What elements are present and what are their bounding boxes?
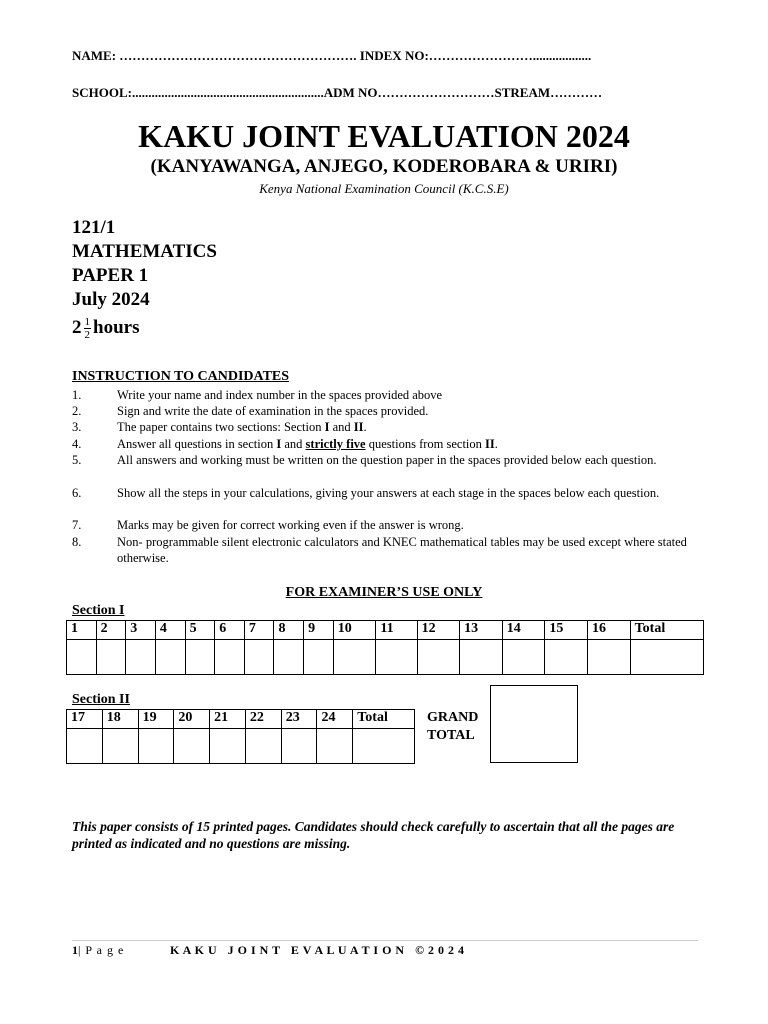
section-1-score-cell[interactable] [215,640,245,675]
section-1-header-cell: 6 [215,621,245,640]
section-2-header-cell: 24 [317,710,353,729]
footer-title: K A K U J O I N T E V A L U A T I O N © 2 0 2 4 [170,943,465,957]
section-2-score-cell[interactable] [102,729,138,764]
section-2-table [66,709,415,764]
section-1-score-row [67,640,704,675]
section-1-score-cell[interactable] [126,640,156,675]
section-2-header-cell: 22 [245,710,281,729]
council-line: Kenya National Examination Council (K.C.S.E) [259,181,509,196]
section-2-score-row [67,729,415,764]
section-1-header-cell: Total [630,621,703,640]
section-1-header-cell: 9 [304,621,334,640]
school-adm-stream-field-line[interactable]: SCHOOL:...........................................................ADM NO………………………STREAM………… [72,85,603,100]
section-2-score-cell[interactable] [138,729,174,764]
section-1-score-cell[interactable] [588,640,631,675]
footer-divider [72,940,698,941]
section-1-score-cell[interactable] [155,640,185,675]
section-1-score-cell[interactable] [630,640,703,675]
grand-total-label: GRAND TOTAL [427,710,479,743]
section-1-score-cell[interactable] [67,640,97,675]
paper-code: 121/1 [72,217,116,238]
section-2-score-cell[interactable] [245,729,281,764]
section-1-score-cell[interactable] [502,640,545,675]
paper-number: PAPER 1 [72,265,149,286]
section-2-header-cell: 21 [210,710,246,729]
section-1-header-cell: 2 [96,621,126,640]
exam-subtitle: (KANYAWANGA, ANJEGO, KODEROBARA & URIRI) [150,156,618,177]
section-1-header-cell: 4 [155,621,185,640]
duration [72,316,139,341]
section-1-header-cell: 10 [333,621,376,640]
duration-unit: hours [93,317,140,338]
section-1-header-cell: 5 [185,621,215,640]
exam-title: KAKU JOINT EVALUATION 2024 [138,118,630,154]
section-1-score-cell[interactable] [304,640,334,675]
duration-fraction: $\frac{1}{2}$ [84,316,90,342]
section-1-header-cell: 3 [126,621,156,640]
section-1-header-cell: 8 [274,621,304,640]
section-1-score-cell[interactable] [417,640,460,675]
section-2-score-cell[interactable] [317,729,353,764]
section-1-score-cell[interactable] [376,640,417,675]
section-1-header-cell: 1 [67,621,97,640]
grand-total-box[interactable] [490,685,578,763]
section-1-header-cell: 15 [545,621,588,640]
section-1-score-cell[interactable] [96,640,126,675]
section-1-header-cell: 14 [502,621,545,640]
examiner-heading: FOR EXAMINER’S USE ONLY [285,585,483,600]
section-2-header-cell: 20 [174,710,210,729]
section-2-score-cell[interactable] [174,729,210,764]
section-1-table [66,620,704,675]
duration-whole: 2 [72,317,82,338]
section-1-score-cell[interactable] [545,640,588,675]
section-2-header-row [67,710,415,729]
section-2-header-cell: 18 [102,710,138,729]
section-1-header-cell: 16 [588,621,631,640]
section-1-header-row [67,621,704,640]
section-2-score-cell[interactable] [210,729,246,764]
section-1-header-cell: 11 [376,621,417,640]
page-indicator: 1| P a g e [72,943,125,957]
section-2-header-cell: 17 [67,710,103,729]
page-count-notice: This paper consists of 15 printed pages. Candidates should check carefully to ascertain that all the pages are printed as indicated and no questions are missing. [72,819,675,851]
section-2-score-cell[interactable] [67,729,103,764]
section-2-label: Section II [72,692,130,707]
name-index-field-line[interactable]: NAME: ………………………………………………. INDEX NO:…………………….................. [72,48,592,63]
subject-name: MATHEMATICS [72,241,217,262]
section-2-header-cell: 23 [281,710,317,729]
section-1-score-cell[interactable] [460,640,503,675]
section-1-score-cell[interactable] [333,640,376,675]
section-1-label: Section I [72,603,125,618]
section-1-score-cell[interactable] [185,640,215,675]
section-1-header-cell: 12 [417,621,460,640]
exam-date: July 2024 [72,289,150,310]
section-2-header-cell: 19 [138,710,174,729]
instructions-heading: INSTRUCTION TO CANDIDATES [72,369,290,384]
section-2-score-cell[interactable] [353,729,415,764]
section-1-score-cell[interactable] [244,640,274,675]
section-1-header-cell: 7 [244,621,274,640]
section-2-score-cell[interactable] [281,729,317,764]
section-2-header-cell: Total [353,710,415,729]
section-1-score-cell[interactable] [274,640,304,675]
section-1-header-cell: 13 [460,621,503,640]
